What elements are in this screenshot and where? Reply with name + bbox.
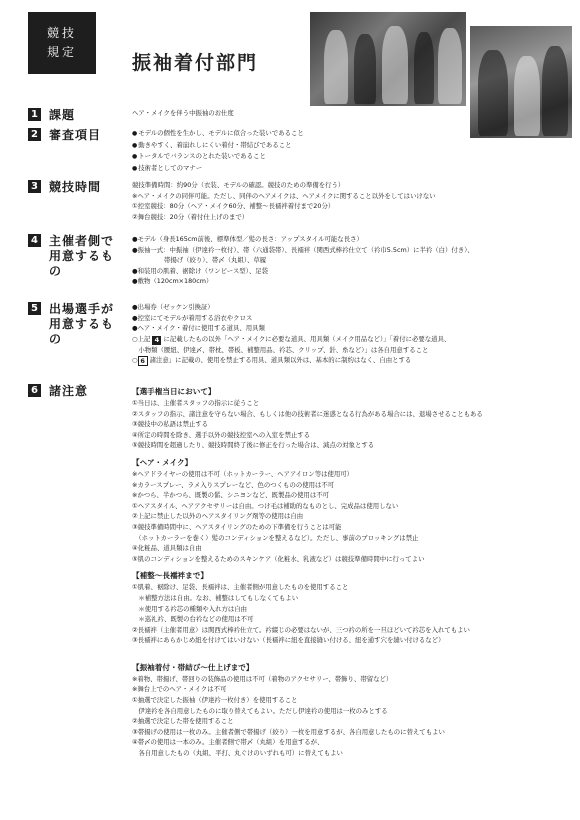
category-badge <box>28 12 96 74</box>
subsection-heading: 【振袖着付・帯結び～仕上げまで】 <box>132 662 254 672</box>
section-title: 競技時間 <box>49 180 102 194</box>
text-line: ＊補整方法は自由。なお、補整はしてもしなくてもよい <box>132 593 299 602</box>
list-item: ● 動きやすく、着崩れしにくい着付・帯結びであること <box>132 140 562 152</box>
text-line: （ホットカーラーを巻く）髪のコンディションを整えるなど）。ただし、事前のブロッキングは禁止 <box>132 533 419 542</box>
text-line: ⑤競技時間を超過したり、競技時間終了後に修正を行った場合は、減点の対象とする <box>132 441 375 450</box>
subsection-heading: 【ヘア・メイク】 <box>132 457 193 467</box>
text-line: ③帯揚げの使用は一枚のみ。主催者側で帯揚げ（絞り）一枚を用意するが、各自用意したものに替えてもよい <box>132 727 445 736</box>
section-ref-4: 4 <box>152 336 161 345</box>
text-line: ②長襦袢（主催者用意）は関西式棒衿仕立て。衿綴じの必要はないが、三つ衿の所を一旦ほどいて衿芯を入れてもよい <box>132 625 470 634</box>
text-line: ①肌着、裾除け、足袋、長襦袢は、主催者側が用意したものを使用すること <box>132 583 349 592</box>
section-title: 課題 <box>49 108 76 122</box>
section-title: 諸注意 <box>49 384 89 398</box>
list-item: ● 技術者としてのマナー <box>132 163 562 175</box>
text-line-with-ref <box>132 334 562 345</box>
text-fragment: ○ <box>132 356 138 365</box>
subsection-heading: 【選手権当日において】 <box>132 387 216 396</box>
section-ref-6: 6 <box>138 356 148 366</box>
text-fragment: 諸注意」に記載の、使用を禁止する用具、道具類以外は、基本的に制約はなく、自由とする <box>149 356 412 365</box>
section-title-line-1: 出場選手が <box>49 302 115 316</box>
badge-line-2: 規定 <box>46 45 77 59</box>
text-line: 伊達衿を各自用意したものに取り替えてもよい。ただし伊達衿の使用は一枚のみとする <box>132 706 388 715</box>
list-item: ● トータルでバランスのとれた装いであること <box>132 151 562 163</box>
section-number: 6 <box>28 384 41 397</box>
text-line: ＊使用する衿芯の種類や入れ方は自由 <box>132 604 248 613</box>
text-line: ①控室競技：80分（ヘア・メイク60分、補整～長襦袢着付まで20分） <box>132 202 335 211</box>
text-line: ＊巡礼衿、既製の台衿などの使用は不可 <box>132 615 254 624</box>
text-line: ※かつら、半かつら、既製の髷、シニヨンなど、既製品の使用は不可 <box>132 491 330 500</box>
competition-photo-right <box>470 26 572 138</box>
text-fragment: に記載したもの以外「ヘア・メイクに必要な道具、用具類（メイク用品など）」「着付に必要な道具、 <box>163 334 451 343</box>
text-line: ※ヘア・メイクの同伴可能。ただし、同伴のヘアメイクは、ヘアメイクに関すること以外をしてはいけない <box>132 191 436 200</box>
text-line: ●敷物（120cm×180cm） <box>132 277 213 286</box>
text-line: ※舞台上でのヘア・メイクは不可 <box>132 685 227 694</box>
text-line: ①当日は、主催者スタッフの指示に従うこと <box>132 399 260 407</box>
text-line: 競技準備時間：約90分（衣装、モデルの確認。競技のための準備を行う） <box>132 181 345 189</box>
page-title: 振袖着付部門 <box>132 52 259 74</box>
text-line: ●和装用の肌着、裾除け（ワンピース型）、足袋 <box>132 266 269 275</box>
text-line: ②抽選で決定した帯を使用すること <box>132 717 234 726</box>
text-line: ●ヘア・メイク・着付に使用する道具、用具類 <box>132 324 265 333</box>
text-line: 小物類（腰紐、伊達〆、帯枕、帯板、補整用品、衿芯、クリップ、針、糸など）」は各自用意すること <box>132 345 429 354</box>
text-line: ●モデル（身長165cm前後、標準体型／髪の長さ：アップスタイル可能な長さ） <box>132 235 363 243</box>
section-text: ヘア・メイクを伴う中振袖のお仕度 <box>132 109 234 117</box>
text-line: ①抽選で決定した振袖（伊達衿一枚付き）を使用すること <box>132 696 298 705</box>
badge-line-1: 競技 <box>46 26 77 40</box>
text-line: ※ヘアドライヤーの使用は不可（ホットカーラー、ヘアアイロン等は使用可） <box>132 469 354 478</box>
text-line: ●振袖一式：中振袖（伊達衿一枚付）、帯（六通袋帯）、長襦袢（関西式棒衿仕立て（衿巾5.5cm）に半衿（白）付き）、 <box>132 245 474 254</box>
text-line: ※カラースプレー、ラメ入りスプレーなど、色のつくものの使用は不可 <box>132 480 335 489</box>
text-line: ③長襦袢にあらかじめ紐を付けてはいけない（長襦袢に紐を直接縫い付ける、紐を通す穴を縫い付けるなど） <box>132 636 445 645</box>
section-title-line-1: 主催者側で <box>49 234 115 248</box>
section-title-line-2: 用意するもの <box>49 317 115 346</box>
text-line: ●控室にてモデルが着用する浴衣やクロス <box>132 313 253 322</box>
competition-photo-left <box>310 12 466 106</box>
text-line: ④化粧品、道具類は自由 <box>132 544 202 553</box>
text-line: ③競技中の私語は禁止する <box>132 420 209 429</box>
text-line: ●出場券（ゼッケン引換証） <box>132 303 214 311</box>
text-line: ②舞台競技：20分（着付仕上げのまで） <box>132 212 249 221</box>
text-line: 各自用意したもの（丸組、平打、丸ぐけのいずれも可）に替えてもよい <box>132 749 343 758</box>
section-number: 3 <box>28 180 41 193</box>
text-line-with-ref <box>132 355 562 366</box>
text-line: ⑤肌のコンディションを整えるためのスキンケア（化粧水、乳液など）は競技準備時間中に行ってよい <box>132 554 425 563</box>
text-line: ④帯〆の使用は一本のみ。主催者側で帯〆（丸組）を用意するが、 <box>132 738 324 747</box>
section-number: 4 <box>28 234 41 247</box>
text-line: 帯揚げ（絞り）、帯〆（丸組）、草履 <box>132 256 267 265</box>
text-line: ④所定の時間を除き、選手以外の競技控室への入室を禁止する <box>132 430 311 439</box>
text-fragment: ○上記 <box>132 334 151 343</box>
text-line: ※着物、帯揚げ、帯回りの装飾品の使用は不可（着物のアクセサリー、帯飾り、帯留など） <box>132 674 393 683</box>
subsection-heading: 【補整～長襦袢まで】 <box>132 571 208 581</box>
section-title-line-2: 用意するもの <box>49 249 115 278</box>
text-line: ②スタッフの指示、諸注意を守らない場合、もしくは他の技術者に迷惑となる行為がある場合には、退場させることもある <box>132 409 483 418</box>
section-number: 5 <box>28 302 41 315</box>
text-line: ②上記に禁止した以外のヘアスタイリング剤等の使用は自由 <box>132 512 304 521</box>
list-item: ● モデルの個性を生かし、モデルに似合った装いであること <box>132 128 562 140</box>
section-number: 1 <box>28 108 41 121</box>
section-title: 審査項目 <box>49 128 102 142</box>
section-number: 2 <box>28 128 41 141</box>
text-line: ①ヘアスタイル、ヘアアクセサリーは自由。つけ毛は補助的なものとし、完成品は使用しない <box>132 501 399 510</box>
text-line: ③競技準備時間中に、ヘアスタイリングのための下準備を行うことは可能 <box>132 522 342 531</box>
